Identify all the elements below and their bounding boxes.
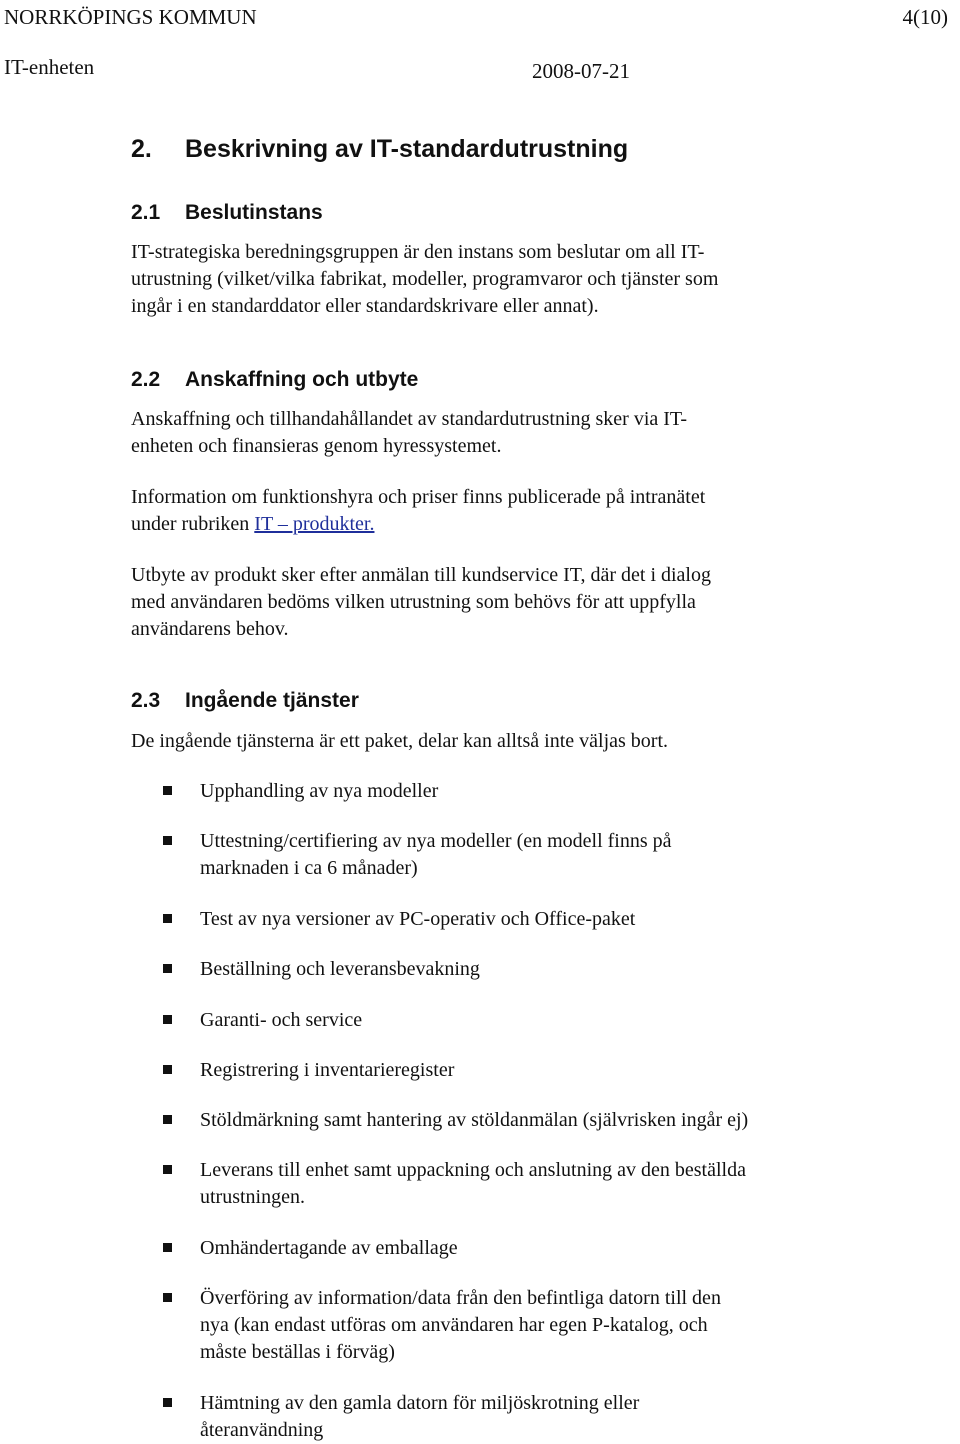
square-bullet-icon: [163, 1065, 172, 1074]
paragraph-line: IT-strategiska beredningsgruppen är den instans som beslutar om all IT-: [131, 241, 705, 263]
section-2-2-title: Anskaffning och utbyte: [185, 368, 419, 391]
section-2-1-heading: [131, 200, 323, 226]
square-bullet-icon: [163, 964, 172, 973]
list-item-text: [200, 1157, 746, 1211]
header-date: 2008-07-21: [532, 59, 630, 83]
list-item-line: Leverans till enhet samt uppackning och anslutning av den beställda: [200, 1159, 746, 1181]
section-2-2-number: 2.2: [131, 368, 161, 391]
list-item-text: [200, 1107, 748, 1134]
paragraph-line: Utbyte av produkt sker efter anmälan till kundservice IT, där det i dialog: [131, 564, 711, 586]
paragraph-line: enheten och finansieras genom hyressystemet.: [131, 435, 502, 457]
section-2-2-paragraph-3: [131, 562, 831, 643]
list-item-line: Upphandling av nya modeller: [200, 780, 439, 802]
list-item-line: Överföring av information/data från den befintliga datorn till den: [200, 1287, 721, 1309]
paragraph-text: under rubriken: [131, 513, 255, 535]
square-bullet-icon: [163, 836, 172, 845]
list-item-line: Test av nya versioner av PC-operativ och Office-paket: [200, 908, 636, 930]
list-item-text: [200, 1235, 458, 1262]
list-item-line: Beställning och leveransbevakning: [200, 958, 480, 980]
paragraph-line: användarens behov.: [131, 618, 289, 640]
list-item-line: Hämtning av den gamla datorn för miljöskrotning eller: [200, 1392, 640, 1414]
section-2-2-paragraph-2: [131, 484, 831, 538]
list-item-text: [200, 1390, 639, 1444]
list-item-line: nya (kan endast utföras om användaren har egen P-katalog, och: [200, 1314, 708, 1336]
section-2-number: 2.: [131, 135, 152, 163]
list-item-line: Garanti- och service: [200, 1009, 363, 1031]
it-produkter-link[interactable]: IT – produkter.: [254, 513, 375, 535]
list-item-text: [200, 906, 635, 933]
paragraph-line: Anskaffning och tillhandahållandet av standardutrustning sker via IT-: [131, 408, 687, 430]
section-2-2-heading: [131, 367, 418, 393]
section-2-1-number: 2.1: [131, 201, 161, 224]
list-item-text: [200, 778, 438, 805]
header-department: IT-enheten: [4, 55, 95, 79]
section-2-3-number: 2.3: [131, 689, 161, 712]
list-item-text: [200, 828, 672, 882]
list-item-line: Uttestning/certifiering av nya modeller (en modell finns på: [200, 830, 672, 852]
header-page-number: 4(10): [902, 5, 948, 29]
section-2-3-intro: De ingående tjänsterna är ett paket, delar kan alltså inte väljas bort.: [131, 730, 669, 752]
list-item-line: återanvändning: [200, 1419, 324, 1441]
list-item-line: marknaden i ca 6 månader): [200, 857, 418, 879]
list-item-line: Omhändertagande av emballage: [200, 1237, 458, 1259]
square-bullet-icon: [163, 1293, 172, 1302]
header-organization: NORRKÖPINGS KOMMUN: [4, 5, 257, 29]
square-bullet-icon: [163, 914, 172, 923]
section-2-2-paragraph-1: [131, 406, 831, 460]
square-bullet-icon: [163, 1165, 172, 1174]
list-item-text: [200, 956, 480, 983]
section-2-heading: [131, 134, 628, 164]
section-2-3-heading: [131, 688, 359, 714]
paragraph-line: med användaren bedöms vilken utrustning som behövs för att uppfylla: [131, 591, 696, 613]
section-2-title: Beskrivning av IT-standardutrustning: [185, 135, 629, 163]
square-bullet-icon: [163, 1115, 172, 1124]
paragraph-line: [131, 511, 831, 538]
square-bullet-icon: [163, 1015, 172, 1024]
square-bullet-icon: [163, 1398, 172, 1407]
list-item-text: [200, 1057, 454, 1084]
list-item-text: [200, 1007, 362, 1034]
paragraph-line: Information om funktionshyra och priser finns publicerade på intranätet: [131, 486, 706, 508]
list-item-text: [200, 1285, 721, 1366]
list-item-line: utrustningen.: [200, 1186, 305, 1208]
paragraph-line: ingår i en standarddator eller standardskrivare eller annat).: [131, 295, 599, 317]
square-bullet-icon: [163, 1243, 172, 1252]
section-2-3-title: Ingående tjänster: [185, 689, 359, 712]
list-item-line: måste beställas i förväg): [200, 1341, 395, 1363]
section-2-1-paragraph: [131, 239, 831, 320]
list-item-line: Registrering i inventarieregister: [200, 1059, 455, 1081]
section-2-1-title: Beslutinstans: [185, 201, 323, 224]
square-bullet-icon: [163, 786, 172, 795]
list-item-line: Stöldmärkning samt hantering av stöldanmälan (självrisken ingår ej): [200, 1109, 749, 1131]
paragraph-line: utrustning (vilket/vilka fabrikat, modeller, programvaror och tjänster som: [131, 268, 719, 290]
